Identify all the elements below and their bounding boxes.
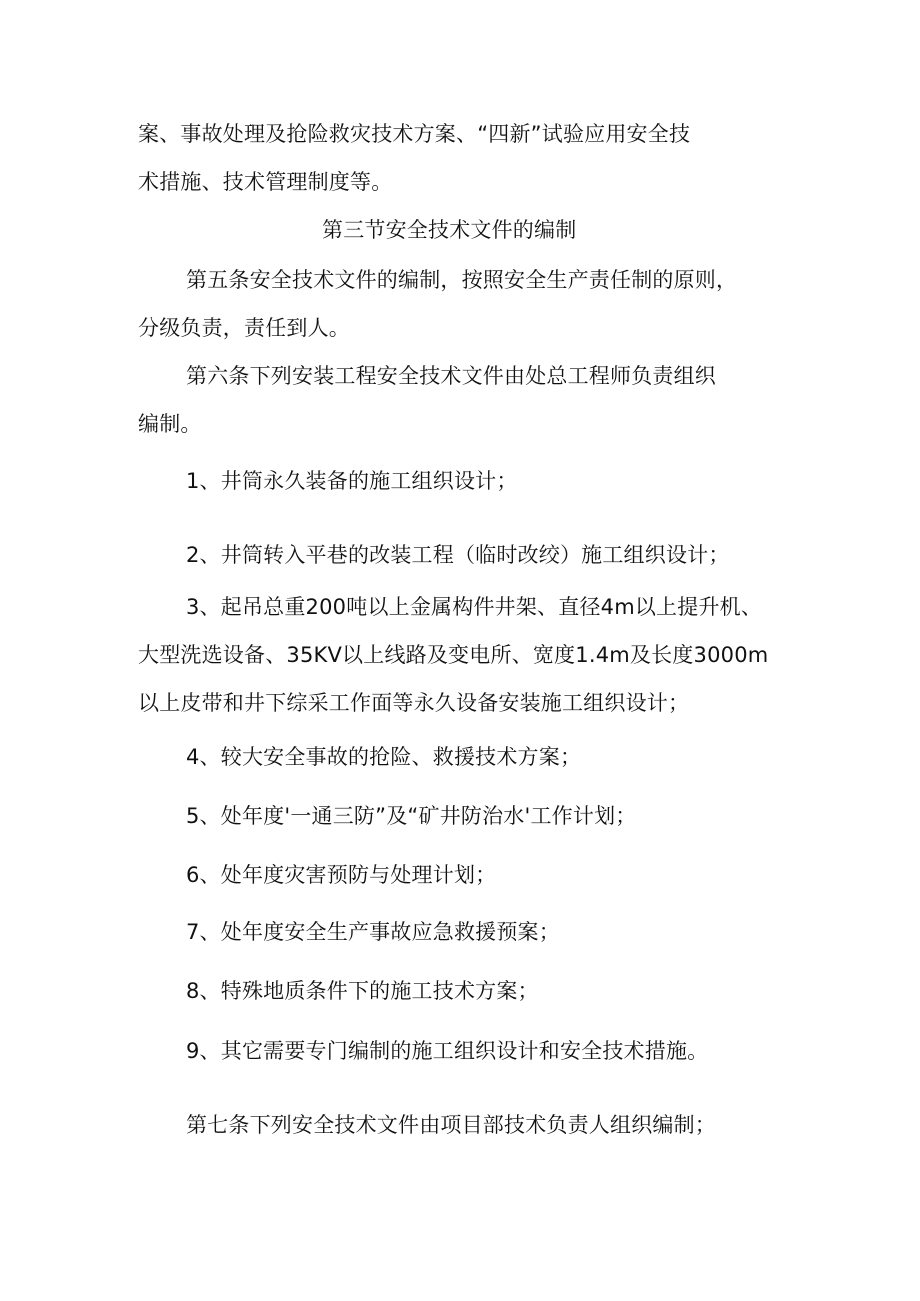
article-7: 第七条下列安全技术文件由项目部技术负责人组织编制； — [186, 1113, 716, 1137]
text-line: 术措施、技术管理制度等。 — [138, 170, 393, 194]
text-line: 大型洗选设备、35KV以上线路及变电所、宽度1.4m及长度3000m — [138, 643, 769, 667]
list-item-5: 5、处年度'一通三防”及“矿井防治水'工作计划； — [186, 804, 637, 828]
text-line: 案、事故处理及抢险救灾技术方案、“四新”试验应用安全技 — [138, 122, 691, 146]
list-item-3: 3、起吊总重200吨以上金属构件井架、直径4m以上提升机、 — [186, 595, 763, 619]
list-item-6: 6、处年度灾害预防与处理计划； — [186, 863, 497, 887]
article-6: 第六条下列安装工程安全技术文件由处总工程师负责组织 — [186, 364, 716, 388]
text-line: 以上皮带和井下综采工作面等永久设备安装施工组织设计； — [138, 691, 690, 715]
list-item-7: 7、处年度安全生产事故应急救援预案； — [186, 920, 560, 944]
text-line: 分级负责，责任到人。 — [138, 316, 350, 340]
list-item-9: 9、其它需要专门编制的施工组织设计和安全技术措施。 — [186, 1039, 709, 1063]
section-heading: 第三节安全技术文件的编制 — [322, 218, 577, 242]
article-5: 第五条安全技术文件的编制，按照安全生产责任制的原则， — [186, 268, 738, 292]
text-line: 编制。 — [138, 412, 202, 436]
list-item-8: 8、特殊地质条件下的施工技术方案； — [186, 979, 539, 1003]
list-item-2: 2、井筒转入平巷的改装工程（临时改绞）施工组织设计； — [186, 543, 730, 567]
list-item-1: 1、井筒永久装备的施工组织设计； — [186, 469, 518, 493]
list-item-4: 4、较大安全事故的抢险、救援技术方案； — [186, 745, 582, 769]
